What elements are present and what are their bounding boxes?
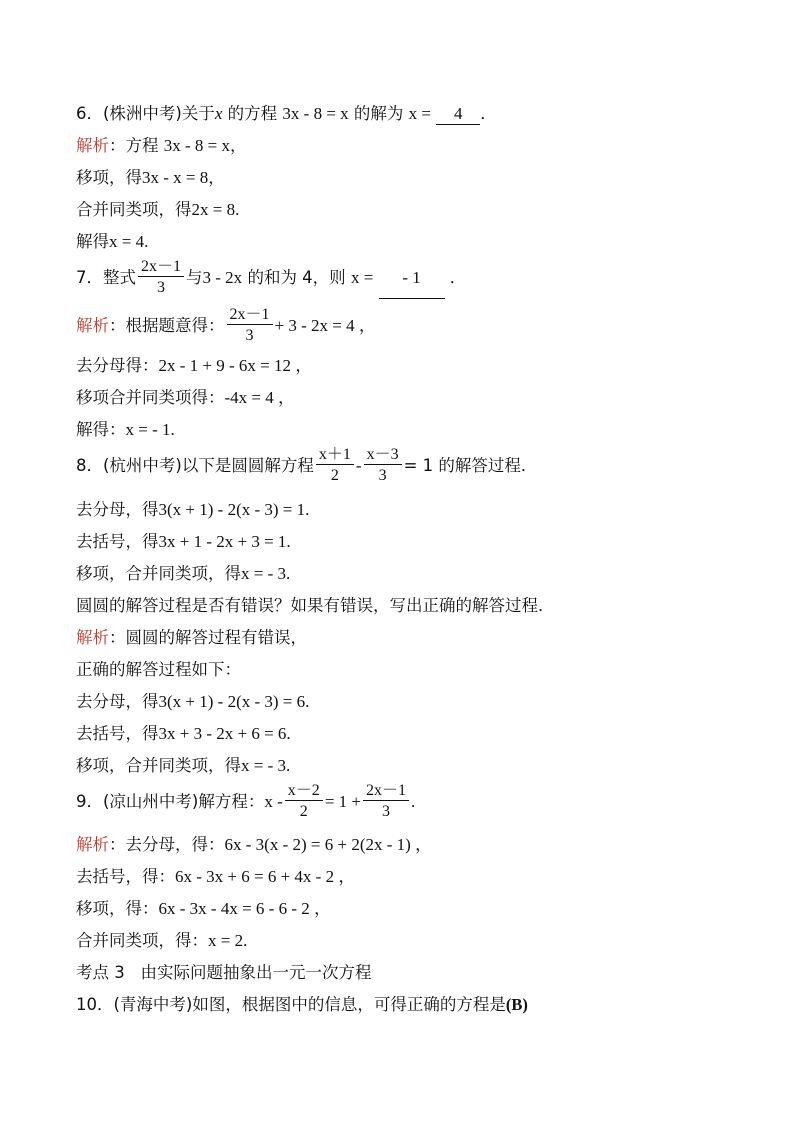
- q8-source: (杭州中考): [103, 456, 182, 475]
- q8-analysis-step-2: 去括号，得3x + 3 - 2x + 6 = 6.: [76, 724, 291, 743]
- q9-analysis-step-3: 移项，得：6x - 3x - 4x = 6 - 6 - 2 ，: [76, 899, 331, 918]
- q7-analysis-step-2: 移项合并同类项得：-4x = 4 ，: [76, 388, 295, 407]
- q8-analysis: 解析：圆圆的解答过程有错误，: [76, 628, 307, 647]
- q6-analysis-step-4: 解得x = 4.: [76, 232, 149, 251]
- q8-wrong-step-2: 去括号，得3x + 1 - 2x + 3 = 1.: [76, 532, 291, 551]
- q6-analysis-step-2: 移项，得3x - x = 8，: [76, 168, 225, 187]
- q8-fraction-1: $\frac{x+1}{2}$: [316, 446, 354, 486]
- q6-analysis-step-3: 合并同类项，得2x = 8.: [76, 200, 240, 219]
- q7-answer-blank: - 1: [379, 258, 445, 299]
- q7-fraction: $\frac{2x-1}{3}$: [138, 258, 184, 298]
- q8-analysis-step-1: 去分母，得3(x + 1) - 2(x - 3) = 6.: [76, 692, 310, 711]
- q7-analysis-fraction: $\frac{2x-1}{3}$: [227, 306, 273, 346]
- q7-statement: 7．整式 $\frac{2x-1}{3}$ 与3 - 2x 的和为 4，则 x = - 1 ．: [76, 258, 466, 299]
- q6-number: 6．: [76, 104, 103, 123]
- q9-source: (凉山州中考): [103, 792, 199, 811]
- analysis-label: 解析: [76, 136, 109, 155]
- q9-analysis-step-2: 去括号，得：6x - 3x + 6 = 6 + 4x - 2 ，: [76, 867, 356, 886]
- q6-source: (株洲中考): [103, 104, 182, 123]
- q8-wrong-step-1: 去分母，得3(x + 1) - 2(x - 3) = 1.: [76, 500, 310, 519]
- q9-analysis-step-1: 解析：去分母，得：6x - 3(x - 2) = 6 + 2(2x - 1) ，: [76, 835, 433, 854]
- q9-fraction-1: $\frac{x-2}{2}$: [285, 782, 323, 822]
- q10-statement: 10．(青海中考)如图，根据图中的信息，可得正确的方程是(B): [76, 995, 528, 1014]
- q8-statement: 8．(杭州中考)以下是圆圆解方程 $\frac{x+1}{2}$ - $\frac{x-3}{3}$ = 1 的解答过程．: [76, 445, 538, 484]
- q6-analysis-step-1: 解析：方程 3x - 8 = x，: [76, 136, 247, 155]
- q6-answer-blank: 4: [436, 104, 480, 125]
- q7-analysis-step-3: 解得：x = - 1.: [76, 420, 175, 439]
- q9-analysis-step-4: 合并同类项，得：x = 2.: [76, 931, 248, 950]
- q8-analysis-intro: 正确的解答过程如下：: [76, 660, 241, 679]
- q9-number: 9．: [76, 792, 103, 811]
- q10-number: 10．: [76, 995, 114, 1014]
- q10-source: (青海中考): [113, 995, 193, 1014]
- q8-wrong-step-3: 移项，合并同类项，得x = - 3.: [76, 564, 291, 583]
- q8-number: 8．: [76, 456, 103, 475]
- analysis-label: 解析: [76, 316, 109, 335]
- q8-analysis-step-3: 移项，合并同类项，得x = - 3.: [76, 756, 291, 775]
- q8-question: 圆圆的解答过程是否有错误？如果有错误，写出正确的解答过程．: [76, 596, 555, 615]
- q6-statement: 6．(株洲中考)关于x 的方程 3x - 8 = x 的解为 x = 4 ．: [76, 104, 497, 123]
- q7-analysis-step-1: 去分母得：2x - 1 + 9 - 6x = 12 ，: [76, 356, 313, 375]
- q7-number: 7．: [76, 268, 103, 287]
- q7-analysis: 解析：根据题意得： $\frac{2x-1}{3}$ + 3 - 2x = 4 ，: [76, 305, 376, 344]
- section-title: 由实际问题抽象出一元一次方程: [140, 963, 372, 982]
- analysis-label: 解析: [76, 628, 109, 647]
- q6-equation: 3x - 8 = x: [282, 104, 349, 123]
- q8-fraction-2: $\frac{x-3}{3}$: [364, 446, 402, 486]
- section-label: 考点 3: [76, 963, 125, 982]
- section-heading: [76, 963, 372, 983]
- q10-answer: (B): [505, 995, 528, 1014]
- analysis-label: 解析: [76, 835, 109, 854]
- q9-fraction-2: $\frac{2x-1}{3}$: [363, 782, 409, 822]
- q9-statement: 9．(凉山州中考)解方程：x - $\frac{x-2}{2}$ = 1 + $\frac{2x-1}{3}$ .: [76, 781, 416, 820]
